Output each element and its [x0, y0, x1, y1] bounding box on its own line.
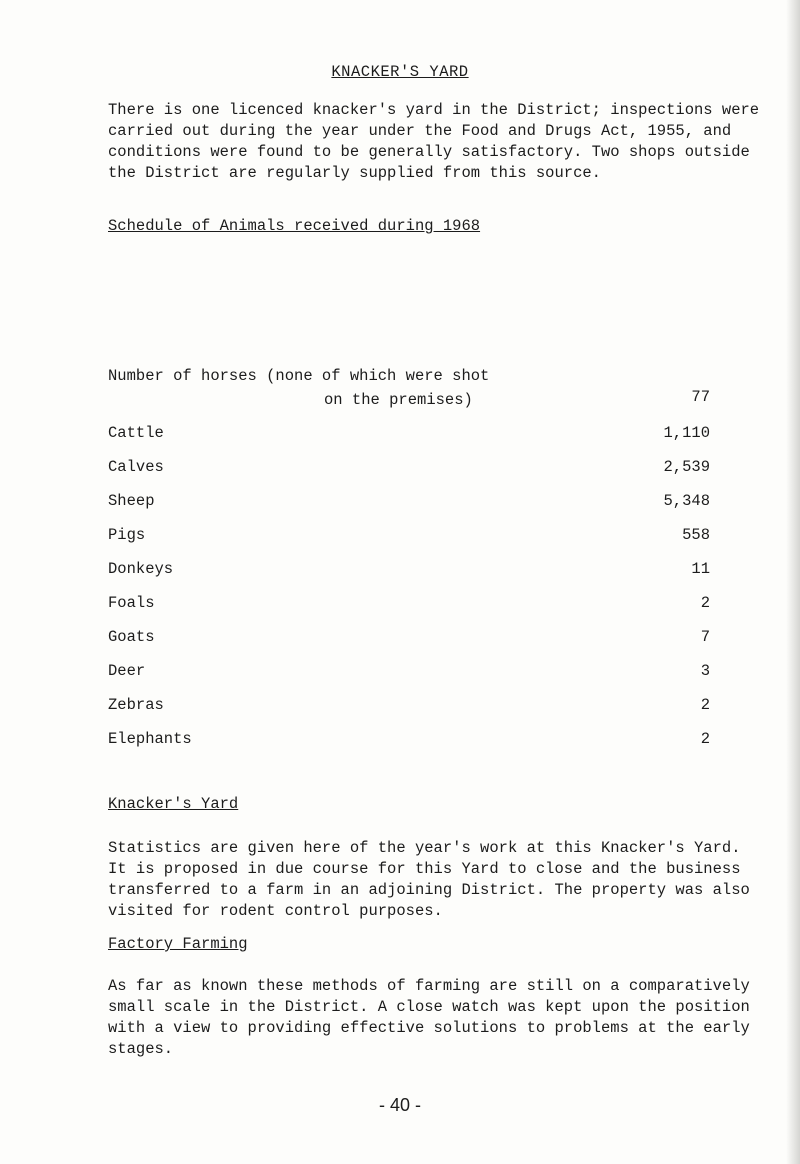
row-value: 7	[700, 628, 710, 646]
page-title: KNACKER'S YARD	[331, 63, 469, 81]
knackers-yard-paragraph: Statistics are given here of the year's work at this Knacker's Yard. It is proposed in due course for this Yard to close and the business transferred to a farm in an adjoining District. The property was also visited for rodent control purposes.	[108, 839, 750, 920]
table-row	[0, 424, 800, 448]
row-value: 11	[691, 560, 710, 578]
row-label: Goats	[108, 628, 155, 646]
horses-line-2: on the premises)	[324, 391, 473, 409]
table-row	[0, 594, 800, 618]
horses-value: 77	[691, 388, 710, 406]
row-value: 2,539	[663, 458, 710, 476]
row-label: Pigs	[108, 526, 146, 544]
row-value: 2	[700, 696, 710, 714]
row-label: Donkeys	[108, 560, 174, 578]
table-row	[0, 526, 800, 550]
factory-farming-heading: Factory Farming	[108, 935, 248, 953]
knackers-yard-heading: Knacker's Yard	[108, 795, 239, 813]
row-label: Elephants	[108, 730, 192, 748]
row-label: Cattle	[108, 424, 164, 442]
row-value: 5,348	[663, 492, 710, 510]
row-label: Sheep	[108, 492, 155, 510]
table-row	[0, 628, 800, 652]
table-row	[0, 560, 800, 584]
page-number: - 40 -	[378, 1095, 421, 1115]
table-row	[0, 662, 800, 686]
intro-paragraph: There is one licenced knacker's yard in the District; inspections were carried out during the year under the Food and Drugs Act, 1955, and conditions were found to be generally satisfactory. Two shops outside the District are regularly supplied from this source.	[108, 101, 760, 182]
row-value: 3	[700, 662, 710, 680]
row-value: 2	[700, 594, 710, 612]
table-row	[0, 492, 800, 516]
row-label: Deer	[108, 662, 146, 680]
factory-farming-paragraph: As far as known these methods of farming are still on a comparatively small scale in the District. A close watch was kept upon the position with a view to providing effective solutions to problems at the early stages.	[108, 977, 750, 1058]
row-label: Zebras	[108, 696, 164, 714]
table-row	[0, 730, 800, 754]
schedule-heading: Schedule of Animals received during 1968	[108, 217, 481, 235]
row-label: Calves	[108, 458, 164, 476]
row-value: 2	[700, 730, 710, 748]
row-label: Foals	[108, 594, 155, 612]
row-value: 1,110	[663, 424, 710, 442]
table-row	[0, 458, 800, 482]
row-value: 558	[682, 526, 710, 544]
horses-line-1: Number of horses (none of which were shot	[108, 367, 490, 385]
table-row	[0, 696, 800, 720]
